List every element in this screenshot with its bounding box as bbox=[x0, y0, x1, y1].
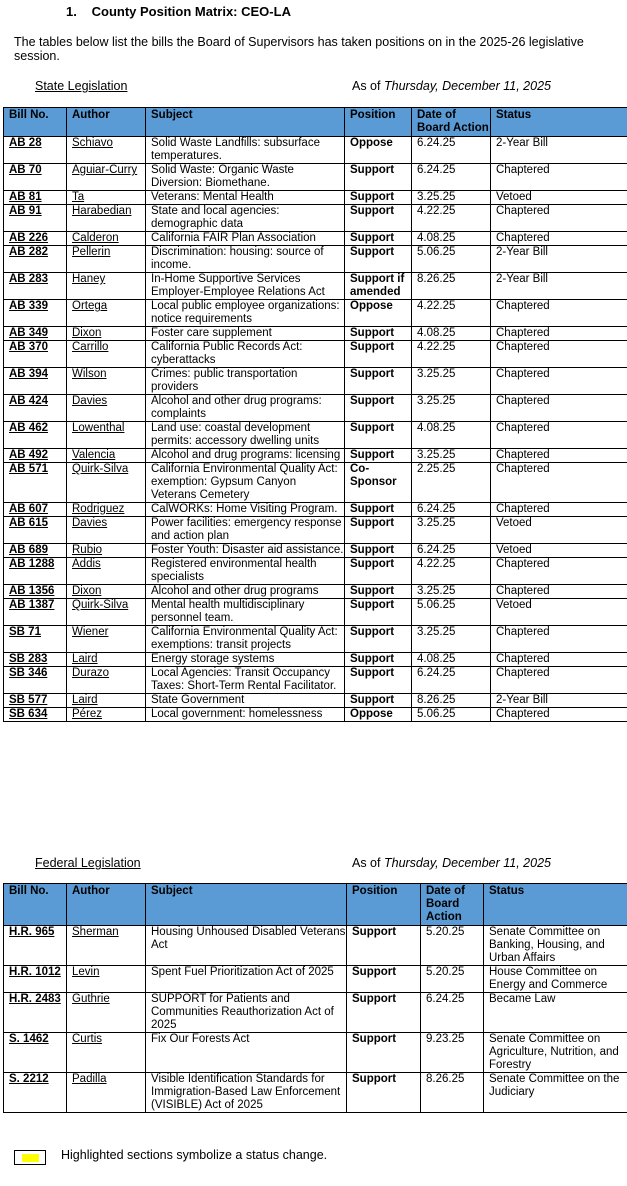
position-cell: Oppose bbox=[345, 300, 412, 327]
table-row bbox=[4, 246, 627, 273]
subject-cell: Local Agencies: Transit Occupancy Taxes: Short-Term Rental Facilitator. bbox=[146, 667, 345, 694]
status-cell: Chaptered bbox=[491, 708, 627, 722]
position-cell: Support bbox=[345, 558, 412, 585]
state-as-of-date: Thursday, December 11, 2025 bbox=[383, 79, 551, 93]
subject-cell: Alcohol and other drug programs bbox=[146, 585, 345, 599]
federal-as-of bbox=[352, 856, 551, 870]
author-cell[interactable]: Quirk-Silva bbox=[67, 599, 146, 626]
position-cell: Support bbox=[345, 341, 412, 368]
status-cell: Vetoed bbox=[491, 599, 627, 626]
status-cell: 2-Year Bill bbox=[491, 694, 627, 708]
col-header-status: Status bbox=[484, 884, 627, 926]
col-header-author: Author bbox=[67, 108, 146, 137]
bill-number-cell[interactable]: SB 577 bbox=[4, 694, 67, 708]
date-cell: 3.25.25 bbox=[412, 368, 491, 395]
position-cell: Support bbox=[345, 191, 412, 205]
subject-cell: Visible Identification Standards for Immigration-Based Law Enforcement (VISIBLE) Act of 2025 bbox=[146, 1073, 347, 1113]
subject-cell: California FAIR Plan Association bbox=[146, 232, 345, 246]
position-cell: Support bbox=[345, 205, 412, 232]
author-cell[interactable]: Harabedian bbox=[67, 205, 146, 232]
author-cell[interactable]: Laird bbox=[67, 653, 146, 667]
bill-number-cell[interactable]: H.R. 2483 bbox=[4, 993, 67, 1033]
author-cell[interactable]: Carrillo bbox=[67, 341, 146, 368]
author-cell[interactable]: Ta bbox=[67, 191, 146, 205]
position-cell: Support bbox=[345, 422, 412, 449]
bill-number-cell[interactable]: AB 282 bbox=[4, 246, 67, 273]
date-cell: 6.24.25 bbox=[412, 544, 491, 558]
table-row bbox=[4, 708, 627, 722]
bill-number-cell[interactable]: AB 571 bbox=[4, 463, 67, 503]
author-cell[interactable]: Haney bbox=[67, 273, 146, 300]
author-cell[interactable]: Quirk-Silva bbox=[67, 463, 146, 503]
state-section-title: State Legislation bbox=[35, 79, 128, 93]
subject-cell: Local public employee organizations: notice requirements bbox=[146, 300, 345, 327]
page-heading bbox=[66, 4, 291, 19]
table-row bbox=[4, 422, 627, 449]
table-row bbox=[4, 164, 627, 191]
bill-number-cell[interactable]: AB 1356 bbox=[4, 585, 67, 599]
subject-cell: CalWORKs: Home Visiting Program. bbox=[146, 503, 345, 517]
position-cell: Support bbox=[345, 544, 412, 558]
table-row bbox=[4, 463, 627, 503]
bill-number-cell[interactable]: AB 339 bbox=[4, 300, 67, 327]
bill-number-cell[interactable]: AB 1288 bbox=[4, 558, 67, 585]
position-cell: Support bbox=[347, 926, 421, 966]
position-cell: Support bbox=[345, 246, 412, 273]
author-cell[interactable]: Lowenthal bbox=[67, 422, 146, 449]
status-cell: Senate Committee on the Judiciary bbox=[484, 1073, 627, 1113]
status-cell: 2-Year Bill bbox=[491, 246, 627, 273]
subject-cell: Mental health multidisciplinary personnel team. bbox=[146, 599, 345, 626]
date-cell: 5.06.25 bbox=[412, 708, 491, 722]
table-row bbox=[4, 517, 627, 544]
table-header-row bbox=[4, 884, 627, 926]
status-cell: Chaptered bbox=[491, 341, 627, 368]
state-as-of-prefix: As of bbox=[352, 79, 381, 93]
bill-number-cell[interactable]: AB 91 bbox=[4, 205, 67, 232]
status-cell: Vetoed bbox=[491, 544, 627, 558]
date-cell: 4.22.25 bbox=[412, 341, 491, 368]
bill-number-cell[interactable]: AB 394 bbox=[4, 368, 67, 395]
table-row bbox=[4, 966, 627, 993]
subject-cell: Energy storage systems bbox=[146, 653, 345, 667]
position-cell: Support bbox=[345, 449, 412, 463]
date-cell: 4.08.25 bbox=[412, 422, 491, 449]
subject-cell: Foster care supplement bbox=[146, 327, 345, 341]
bill-number-cell[interactable]: AB 81 bbox=[4, 191, 67, 205]
status-cell: Became Law bbox=[484, 993, 627, 1033]
status-cell: Chaptered bbox=[491, 232, 627, 246]
col-header-author: Author bbox=[67, 884, 146, 926]
status-cell: Chaptered bbox=[491, 395, 627, 422]
table-row bbox=[4, 449, 627, 463]
status-cell: Senate Committee on Banking, Housing, and Urban Affairs bbox=[484, 926, 627, 966]
subject-cell: In-Home Supportive Services Employer-Employee Relations Act bbox=[146, 273, 345, 300]
position-cell: Support bbox=[345, 585, 412, 599]
date-cell: 4.08.25 bbox=[412, 327, 491, 341]
author-cell[interactable]: Aguiar-Curry bbox=[67, 164, 146, 191]
position-cell: Co-Sponsor bbox=[345, 463, 412, 503]
author-cell[interactable]: Padilla bbox=[67, 1073, 146, 1113]
status-cell: Chaptered bbox=[491, 300, 627, 327]
date-cell: 3.25.25 bbox=[412, 517, 491, 544]
position-cell: Support bbox=[345, 626, 412, 653]
bill-number-cell[interactable]: SB 283 bbox=[4, 653, 67, 667]
col-header-date: Date of Board Action bbox=[421, 884, 484, 926]
subject-cell: Crimes: public transportation providers bbox=[146, 368, 345, 395]
table-row bbox=[4, 599, 627, 626]
subject-cell: California Environmental Quality Act: exemption: Gypsum Canyon Veterans Cemetery bbox=[146, 463, 345, 503]
status-cell: Vetoed bbox=[491, 191, 627, 205]
author-cell[interactable]: Durazo bbox=[67, 667, 146, 694]
date-cell: 3.25.25 bbox=[412, 449, 491, 463]
author-cell[interactable]: Davies bbox=[67, 517, 146, 544]
position-cell: Oppose bbox=[345, 708, 412, 722]
bill-number-cell[interactable]: S. 2212 bbox=[4, 1073, 67, 1113]
federal-as-of-prefix: As of bbox=[352, 856, 381, 870]
date-cell: 5.06.25 bbox=[412, 599, 491, 626]
subject-cell: Fix Our Forests Act bbox=[146, 1033, 347, 1073]
author-cell[interactable]: Rodriguez bbox=[67, 503, 146, 517]
status-cell: Chaptered bbox=[491, 626, 627, 653]
heading-title: County Position Matrix: CEO-LA bbox=[91, 4, 291, 19]
table-row bbox=[4, 653, 627, 667]
bill-number-cell[interactable]: AB 28 bbox=[4, 137, 67, 164]
subject-cell: Local government: homelessness bbox=[146, 708, 345, 722]
status-cell: Senate Committee on Agriculture, Nutrition, and Forestry bbox=[484, 1033, 627, 1073]
author-cell[interactable]: Pérez bbox=[67, 708, 146, 722]
date-cell: 6.24.25 bbox=[421, 993, 484, 1033]
date-cell: 8.26.25 bbox=[412, 694, 491, 708]
position-cell: Support bbox=[345, 653, 412, 667]
status-cell: Chaptered bbox=[491, 558, 627, 585]
col-header-bill: Bill No. bbox=[4, 108, 67, 137]
federal-as-of-date: Thursday, December 11, 2025 bbox=[383, 856, 551, 870]
author-cell[interactable]: Levin bbox=[67, 966, 146, 993]
status-cell: Vetoed bbox=[491, 517, 627, 544]
author-cell[interactable]: Laird bbox=[67, 694, 146, 708]
col-header-status: Status bbox=[491, 108, 627, 137]
table-row bbox=[4, 503, 627, 517]
date-cell: 3.25.25 bbox=[412, 395, 491, 422]
status-cell: Chaptered bbox=[491, 449, 627, 463]
position-cell: Support bbox=[345, 503, 412, 517]
legend-text: Highlighted sections symbolize a status change. bbox=[61, 1148, 328, 1162]
col-header-subject: Subject bbox=[146, 108, 345, 137]
date-cell: 4.22.25 bbox=[412, 300, 491, 327]
date-cell: 8.26.25 bbox=[412, 273, 491, 300]
status-cell: Chaptered bbox=[491, 422, 627, 449]
author-cell[interactable]: Pellerin bbox=[67, 246, 146, 273]
bill-number-cell[interactable]: AB 370 bbox=[4, 341, 67, 368]
author-cell[interactable]: Calderon bbox=[67, 232, 146, 246]
table-row bbox=[4, 993, 627, 1033]
bill-number-cell[interactable]: AB 615 bbox=[4, 517, 67, 544]
bill-number-cell[interactable]: AB 1387 bbox=[4, 599, 67, 626]
subject-cell: Solid Waste: Organic Waste Diversion: Biomethane. bbox=[146, 164, 345, 191]
date-cell: 6.24.25 bbox=[412, 503, 491, 517]
subject-cell: Spent Fuel Prioritization Act of 2025 bbox=[146, 966, 347, 993]
subject-cell: Housing Unhoused Disabled Veterans Act bbox=[146, 926, 347, 966]
subject-cell: State Government bbox=[146, 694, 345, 708]
author-cell[interactable]: Valencia bbox=[67, 449, 146, 463]
date-cell: 8.26.25 bbox=[421, 1073, 484, 1113]
col-header-bill: Bill No. bbox=[4, 884, 67, 926]
table-row bbox=[4, 667, 627, 694]
table-row bbox=[4, 1073, 627, 1113]
date-cell: 9.23.25 bbox=[421, 1033, 484, 1073]
status-cell: Chaptered bbox=[491, 585, 627, 599]
bill-number-cell[interactable]: AB 349 bbox=[4, 327, 67, 341]
date-cell: 3.25.25 bbox=[412, 626, 491, 653]
bill-number-cell[interactable]: S. 1462 bbox=[4, 1033, 67, 1073]
table-row bbox=[4, 205, 627, 232]
author-cell[interactable]: Guthrie bbox=[67, 993, 146, 1033]
state-as-of bbox=[352, 79, 551, 93]
table-row bbox=[4, 544, 627, 558]
bill-number-cell[interactable]: AB 424 bbox=[4, 395, 67, 422]
state-legislation-table bbox=[3, 107, 627, 722]
subject-cell: Alcohol and drug programs: licensing bbox=[146, 449, 345, 463]
author-cell[interactable]: Schiavo bbox=[67, 137, 146, 164]
date-cell: 3.25.25 bbox=[412, 191, 491, 205]
author-cell[interactable]: Davies bbox=[67, 395, 146, 422]
col-header-date: Date of Board Action bbox=[412, 108, 491, 137]
author-cell[interactable]: Sherman bbox=[67, 926, 146, 966]
bill-number-cell[interactable]: AB 689 bbox=[4, 544, 67, 558]
col-header-position: Position bbox=[345, 108, 412, 137]
bill-number-cell[interactable]: SB 634 bbox=[4, 708, 67, 722]
date-cell: 3.25.25 bbox=[412, 585, 491, 599]
date-cell: 4.22.25 bbox=[412, 205, 491, 232]
author-cell[interactable]: Addis bbox=[67, 558, 146, 585]
bill-number-cell[interactable]: AB 607 bbox=[4, 503, 67, 517]
subject-cell: Solid Waste Landfills: subsurface temperatures. bbox=[146, 137, 345, 164]
status-cell: Chaptered bbox=[491, 205, 627, 232]
bill-number-cell[interactable]: AB 226 bbox=[4, 232, 67, 246]
position-cell: Support bbox=[345, 667, 412, 694]
date-cell: 6.24.25 bbox=[412, 137, 491, 164]
status-cell: Chaptered bbox=[491, 164, 627, 191]
table-row bbox=[4, 300, 627, 327]
bill-number-cell[interactable]: H.R. 965 bbox=[4, 926, 67, 966]
federal-section-title: Federal Legislation bbox=[35, 856, 141, 870]
subject-cell: Registered environmental health specialists bbox=[146, 558, 345, 585]
table-row bbox=[4, 368, 627, 395]
position-cell: Support bbox=[347, 1033, 421, 1073]
date-cell: 5.20.25 bbox=[421, 926, 484, 966]
date-cell: 4.08.25 bbox=[412, 653, 491, 667]
author-cell[interactable]: Rubio bbox=[67, 544, 146, 558]
bill-number-cell[interactable]: AB 462 bbox=[4, 422, 67, 449]
position-cell: Support bbox=[345, 327, 412, 341]
table-row bbox=[4, 395, 627, 422]
table-row bbox=[4, 341, 627, 368]
subject-cell: Land use: coastal development permits: accessory dwelling units bbox=[146, 422, 345, 449]
status-cell: Chaptered bbox=[491, 653, 627, 667]
status-cell: Chaptered bbox=[491, 463, 627, 503]
date-cell: 4.08.25 bbox=[412, 232, 491, 246]
date-cell: 4.22.25 bbox=[412, 558, 491, 585]
status-cell: Chaptered bbox=[491, 327, 627, 341]
subject-cell: State and local agencies: demographic data bbox=[146, 205, 345, 232]
position-cell: Support bbox=[345, 164, 412, 191]
position-cell: Support bbox=[347, 993, 421, 1033]
table-row bbox=[4, 1033, 627, 1073]
position-cell: Support bbox=[347, 966, 421, 993]
position-cell: Support bbox=[345, 694, 412, 708]
position-cell: Support if amended bbox=[345, 273, 412, 300]
subject-cell: Veterans: Mental Health bbox=[146, 191, 345, 205]
table-row bbox=[4, 327, 627, 341]
bill-number-cell[interactable]: AB 70 bbox=[4, 164, 67, 191]
author-cell[interactable]: Ortega bbox=[67, 300, 146, 327]
author-cell[interactable]: Dixon bbox=[67, 327, 146, 341]
subject-cell: Foster Youth: Disaster aid assistance. bbox=[146, 544, 345, 558]
table-row bbox=[4, 926, 627, 966]
status-cell: 2-Year Bill bbox=[491, 137, 627, 164]
table-row bbox=[4, 694, 627, 708]
date-cell: 5.20.25 bbox=[421, 966, 484, 993]
table-row bbox=[4, 273, 627, 300]
heading-number: 1. bbox=[66, 4, 77, 19]
date-cell: 6.24.25 bbox=[412, 164, 491, 191]
author-cell[interactable]: Dixon bbox=[67, 585, 146, 599]
table-row bbox=[4, 626, 627, 653]
col-header-position: Position bbox=[347, 884, 421, 926]
author-cell[interactable]: Wilson bbox=[67, 368, 146, 395]
subject-cell: Alcohol and other drug programs: complaints bbox=[146, 395, 345, 422]
status-cell: House Committee on Energy and Commerce bbox=[484, 966, 627, 993]
subject-cell: California Environmental Quality Act: exemptions: transit projects bbox=[146, 626, 345, 653]
highlight-swatch bbox=[14, 1150, 46, 1165]
intro-paragraph: The tables below list the bills the Board of Supervisors has taken positions on in the 2025-26 legislative session. bbox=[14, 35, 584, 63]
table-row bbox=[4, 232, 627, 246]
status-cell: 2-Year Bill bbox=[491, 273, 627, 300]
position-cell: Support bbox=[345, 599, 412, 626]
position-cell: Oppose bbox=[345, 137, 412, 164]
table-row bbox=[4, 585, 627, 599]
bill-number-cell[interactable]: SB 71 bbox=[4, 626, 67, 653]
table-row bbox=[4, 558, 627, 585]
subject-cell: California Public Records Act: cyberattacks bbox=[146, 341, 345, 368]
position-cell: Support bbox=[345, 368, 412, 395]
status-cell: Chaptered bbox=[491, 503, 627, 517]
bill-number-cell[interactable]: AB 283 bbox=[4, 273, 67, 300]
position-cell: Support bbox=[345, 517, 412, 544]
bill-number-cell[interactable]: SB 346 bbox=[4, 667, 67, 694]
status-cell: Chaptered bbox=[491, 667, 627, 694]
table-row bbox=[4, 191, 627, 205]
bill-number-cell[interactable]: AB 492 bbox=[4, 449, 67, 463]
highlight-swatch-fill bbox=[22, 1154, 39, 1162]
subject-cell: Discrimination: housing: source of income. bbox=[146, 246, 345, 273]
author-cell[interactable]: Curtis bbox=[67, 1033, 146, 1073]
bill-number-cell[interactable]: H.R. 1012 bbox=[4, 966, 67, 993]
date-cell: 5.06.25 bbox=[412, 246, 491, 273]
table-header-row bbox=[4, 108, 627, 137]
subject-cell: Power facilities: emergency response and action plan bbox=[146, 517, 345, 544]
table-row bbox=[4, 137, 627, 164]
position-cell: Support bbox=[347, 1073, 421, 1113]
position-cell: Support bbox=[345, 395, 412, 422]
date-cell: 2.25.25 bbox=[412, 463, 491, 503]
subject-cell: SUPPORT for Patients and Communities Reauthorization Act of 2025 bbox=[146, 993, 347, 1033]
date-cell: 6.24.25 bbox=[412, 667, 491, 694]
status-cell: Chaptered bbox=[491, 368, 627, 395]
position-cell: Support bbox=[345, 232, 412, 246]
federal-legislation-table bbox=[3, 883, 627, 1113]
author-cell[interactable]: Wiener bbox=[67, 626, 146, 653]
col-header-subject: Subject bbox=[146, 884, 347, 926]
